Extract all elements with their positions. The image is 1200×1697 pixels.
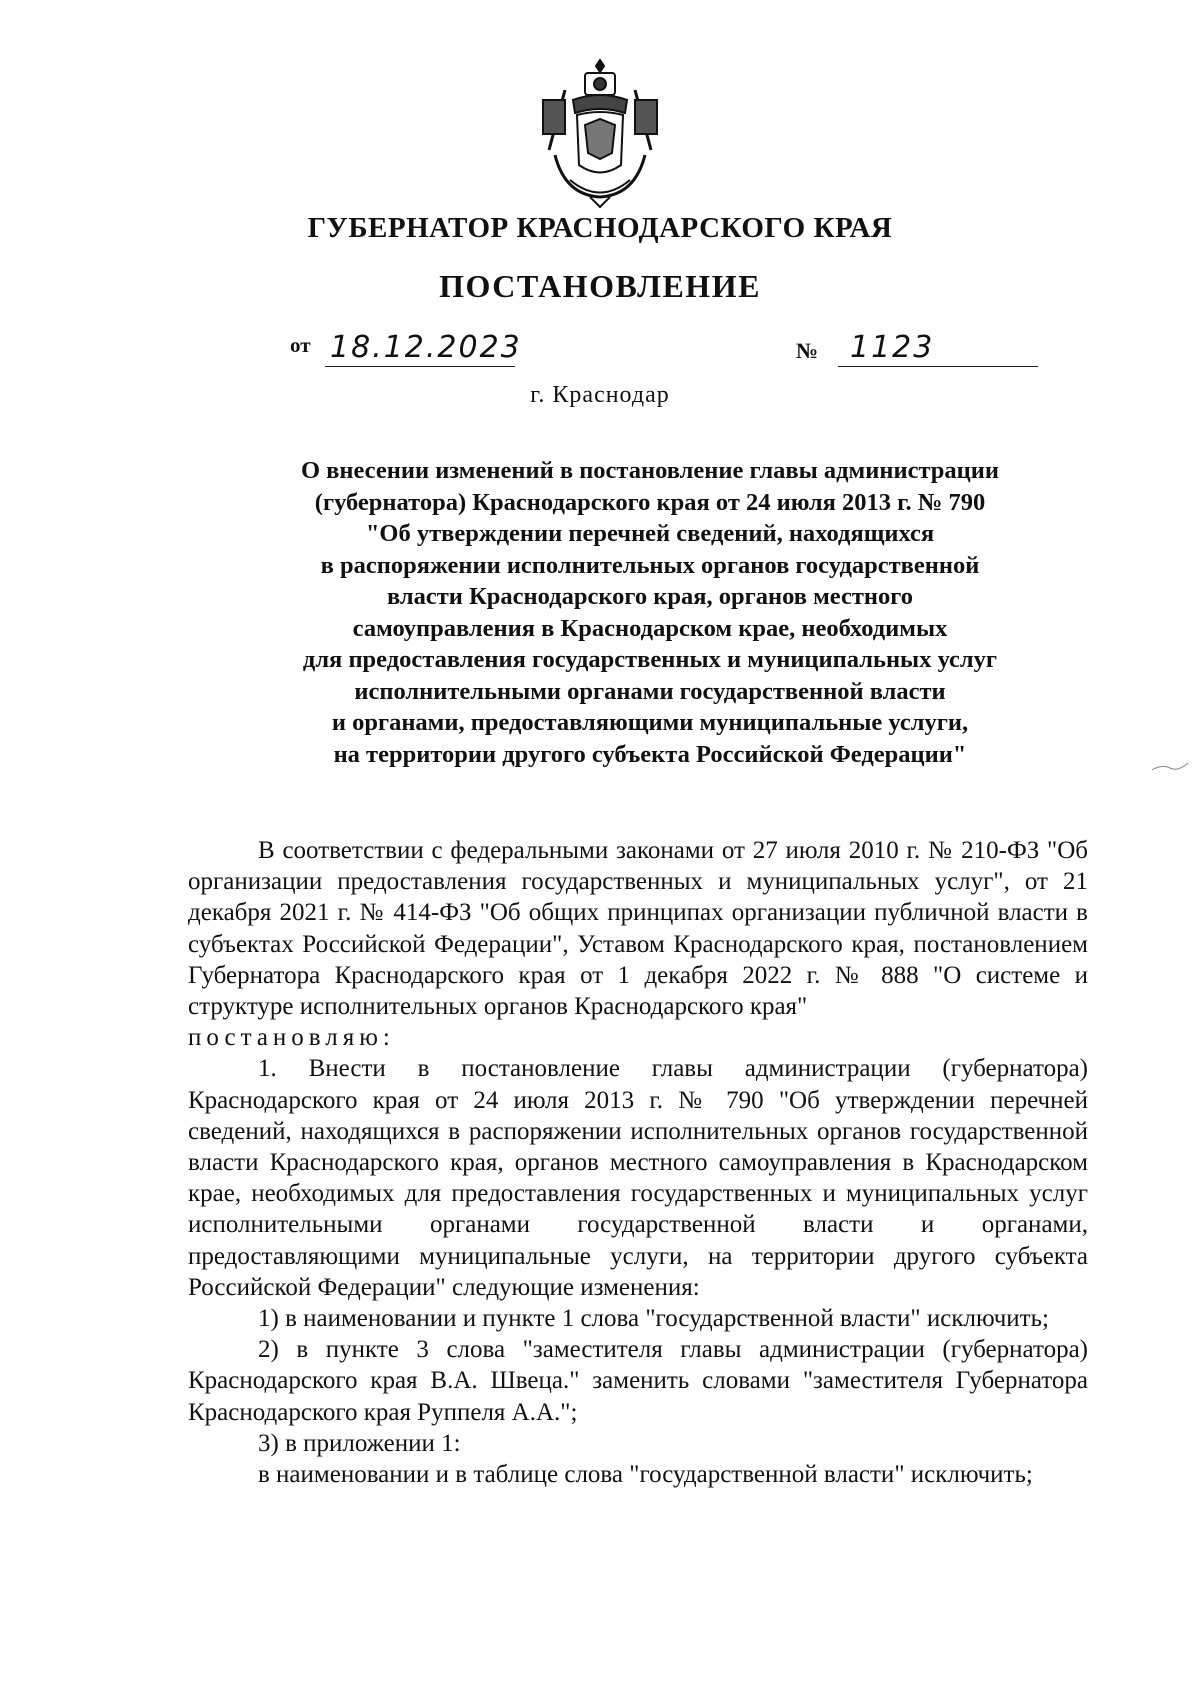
title-line: для предоставления государственных и муниципальных услуг xyxy=(302,646,998,673)
date-value: 18.12.2023 xyxy=(330,330,522,365)
document-body xyxy=(188,835,1088,1490)
subitem-1: 1) в наименовании и пункте 1 слова "государственной власти" исключить; xyxy=(258,1305,1049,1333)
title-line: самоуправления в Краснодарском крае, необходимых xyxy=(352,614,948,642)
title-line: власти Краснодарского края, органов местного xyxy=(386,583,914,610)
title-line: на территории другого субъекта Российской Федерации" xyxy=(333,740,967,768)
document-type: ПОСТАНОВЛЕНИЕ xyxy=(439,268,761,304)
title-line: "Об утверждении перечней сведений, находящихся xyxy=(365,520,935,547)
issuing-authority: ГУБЕРНАТОР КРАСНОДАРСКОГО КРАЯ xyxy=(307,212,893,244)
preamble-paragraph: В соответствии с федеральными законами от 27 июля 2010 г. № 210-ФЗ "Об организации предоставления государственных и муниципальных услуг", от 21 декабря 2021 г. № 414-ФЗ "Об общих принципах организации публичной власти в субъектах Российской Федерации", Уставом Краснодарского края, постановлением Губернатора Краснодарского края от 1 декабря 2022 г. № 888 "О системе и структуре исполнительных органов Краснодарского края" xyxy=(188,837,1088,1021)
date-underline xyxy=(325,366,515,367)
krasnodar-coat-of-arms-icon xyxy=(535,55,665,210)
subitem-3a: в наименовании и в таблице слова "государственной власти" исключить; xyxy=(258,1461,1033,1489)
decree-word: постановляю: xyxy=(188,1024,395,1052)
title-line: исполнительными органами государственной власти xyxy=(354,677,946,705)
title-line: и органами, предоставляющими муниципальные услуги, xyxy=(331,709,969,736)
date-prefix: от xyxy=(290,333,311,357)
document-title xyxy=(230,455,1070,770)
title-line: (губернатора) Краснодарского края от 24 июля 2013 г. № 790 xyxy=(314,488,986,516)
item-1-paragraph: 1. Внести в постановление главы администрации (губернатора) Краснодарского края от 24 июля 2013 г. № 790 "Об утверждении перечней сведений, находящихся в распоряжении исполнительных органов государственной власти Краснодарского края, органов местного самоуправления в Краснодарском крае, необходимых для предоставления государственных и муниципальных услуг исполнительными органами государственной власти и органами, предоставляющими муниципальные услуги, на территории другого субъекта Российской Федерации" следующие изменения: xyxy=(188,1055,1088,1301)
number-prefix: № xyxy=(796,338,819,363)
subitem-3: 3) в приложении 1: xyxy=(258,1429,461,1457)
title-line: О внесении изменений в постановление главы администрации xyxy=(300,457,1000,484)
number-value: 1123 xyxy=(850,330,935,365)
city: г. Краснодар xyxy=(530,382,670,408)
scan-mark xyxy=(1150,760,1190,774)
subitem-2: 2) в пункте 3 слова "заместителя главы администрации (губернатора) Краснодарского края В.А. Швеца." заменить словами "заместителя Губернатора Краснодарского края Руппеля А.А."; xyxy=(188,1336,1088,1426)
number-underline xyxy=(838,366,1038,367)
title-line: в распоряжении исполнительных органов государственной xyxy=(320,551,980,579)
